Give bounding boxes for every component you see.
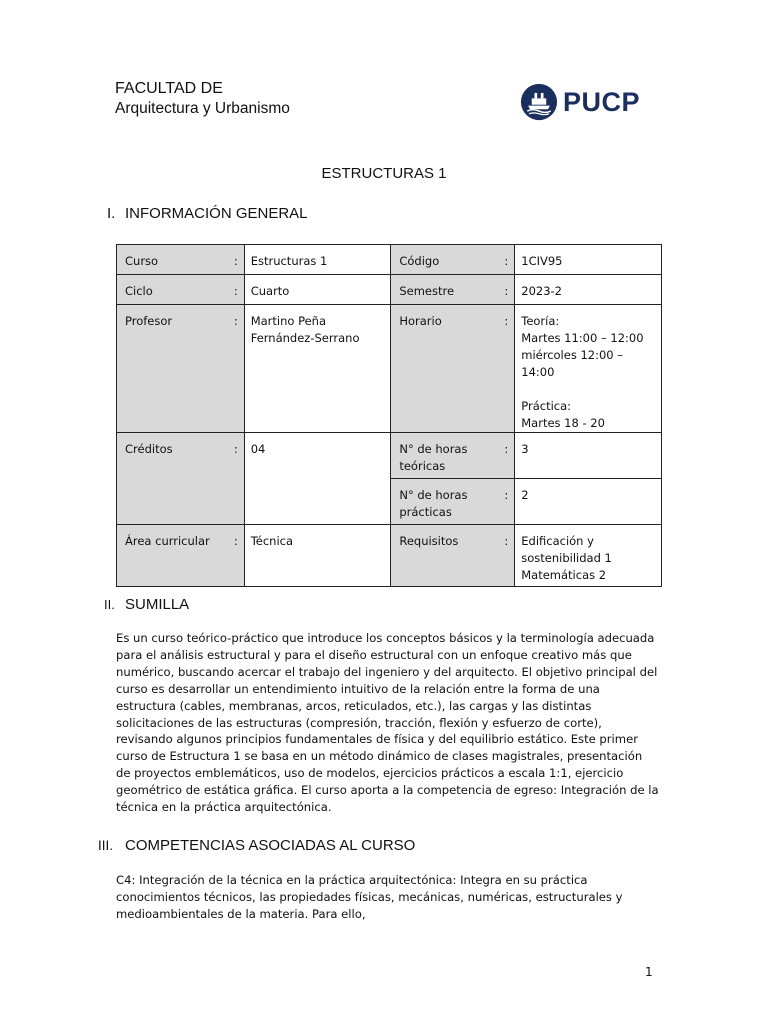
area-label: Área curricular bbox=[125, 534, 210, 548]
table-row bbox=[117, 525, 662, 587]
section-title: INFORMACIÓN GENERAL bbox=[125, 205, 308, 222]
colon: : bbox=[233, 442, 238, 456]
creditos-value: 04 bbox=[250, 442, 266, 456]
page-number: 1 bbox=[645, 965, 653, 979]
section-number: I. bbox=[107, 205, 116, 222]
requisitos-label: Requisitos bbox=[399, 534, 459, 548]
horario-line: Práctica: bbox=[521, 399, 572, 413]
section-heading-3 bbox=[98, 837, 415, 854]
horario-line: Teoría: bbox=[521, 314, 560, 328]
colon: : bbox=[233, 254, 238, 268]
requisito-item: Matemáticas 2 bbox=[521, 568, 607, 582]
curso-label: Curso bbox=[125, 254, 159, 268]
creditos-label: Créditos bbox=[125, 442, 173, 456]
codigo-label: Código bbox=[399, 254, 440, 268]
requisitos-value bbox=[515, 525, 661, 584]
horario-label: Horario bbox=[399, 314, 442, 328]
requisito-item: Edificación y sostenibilidad 1 bbox=[521, 534, 612, 565]
ciclo-value: Cuarto bbox=[250, 284, 290, 298]
document-title: ESTRUCTURAS 1 bbox=[321, 165, 447, 182]
profesor-value: Martino Peña Fernández-Serrano bbox=[250, 314, 360, 345]
faculty-name: Arquitectura y Urbanismo bbox=[115, 100, 290, 117]
colon: : bbox=[233, 534, 238, 548]
colon: : bbox=[504, 534, 509, 548]
section-title: SUMILLA bbox=[125, 596, 190, 613]
semestre-value: 2023-2 bbox=[521, 284, 562, 298]
horario-line: Martes 18 - 20 bbox=[521, 416, 605, 430]
horas-teoricas-label: N° de horas teóricas bbox=[399, 442, 468, 473]
table-row bbox=[117, 245, 662, 275]
curso-value: Estructuras 1 bbox=[250, 254, 328, 268]
colon: : bbox=[504, 284, 509, 298]
horario-line: Martes 11:00 – 12:00 bbox=[521, 331, 644, 345]
table-row bbox=[117, 433, 662, 479]
section-number: III. bbox=[98, 838, 114, 853]
profesor-label: Profesor bbox=[125, 314, 173, 328]
colon: : bbox=[504, 442, 509, 456]
codigo-value: 1CIV95 bbox=[521, 254, 563, 268]
table-row bbox=[117, 275, 662, 305]
area-value: Técnica bbox=[250, 534, 294, 548]
semestre-label: Semestre bbox=[399, 284, 455, 298]
section-title: COMPETENCIAS ASOCIADAS AL CURSO bbox=[125, 837, 416, 854]
horario-blank-line bbox=[521, 381, 655, 398]
horario-line: miércoles 12:00 – 14:00 bbox=[521, 348, 624, 379]
info-table bbox=[116, 244, 662, 587]
horas-teoricas-value: 3 bbox=[521, 442, 529, 456]
faculty-line-1: FACULTAD DE bbox=[115, 80, 223, 97]
sumilla-paragraph: Es un curso teórico-práctico que introduce los conceptos básicos y la terminología adecuada para el análisis estructural y para el diseño estructural con un enfoque creativo más que numérico, buscando acercar el trabajo del ingeniero y del arquitecto. El objetivo principal del curso es desarrollar un entendimiento intuitivo de la relación entre la forma de una estructura (cables, membranas, arcos, reticulados, etc.), las cargas y las distintas solicitaciones de las estructuras (compresión, tracción, flexión y esfuerzo de corte), revisando algunos principios fundamentales de física y del equilibrio estático. Este primer curso de Estructura 1 se basa en un método dinámico de clases magistrales, presentación de proyectos emblemáticos, uso de modelos, ejercicios prácticos a escala 1:1, ejercicio geométrico de estática gráfica. El curso aporta a la competencia de egreso: Integración de la técnica en la práctica arquitectónica. bbox=[116, 631, 659, 815]
section-heading-1 bbox=[107, 205, 308, 222]
logo-text: PUCP bbox=[562, 86, 640, 117]
colon: : bbox=[504, 254, 509, 268]
colon: : bbox=[233, 314, 238, 328]
table-row bbox=[117, 305, 662, 433]
section-heading-2 bbox=[104, 596, 189, 613]
competencias-paragraph: C4: Integración de la técnica en la práctica arquitectónica: Integra en su práctica conocimientos técnicos, las propiedades físicas, mecánicas, numéricas, estructurales y medioambientales de la materia. Para ello, bbox=[116, 873, 623, 921]
colon: : bbox=[233, 284, 238, 298]
horario-value bbox=[515, 305, 661, 432]
colon: : bbox=[504, 488, 509, 502]
section-number: II. bbox=[104, 597, 115, 612]
pucp-shield-icon bbox=[520, 81, 558, 123]
horas-practicas-label: N° de horas prácticas bbox=[399, 488, 468, 519]
pucp-logo bbox=[520, 81, 640, 123]
horas-practicas-value: 2 bbox=[521, 488, 529, 502]
ciclo-label: Ciclo bbox=[125, 284, 153, 298]
colon: : bbox=[504, 314, 509, 328]
